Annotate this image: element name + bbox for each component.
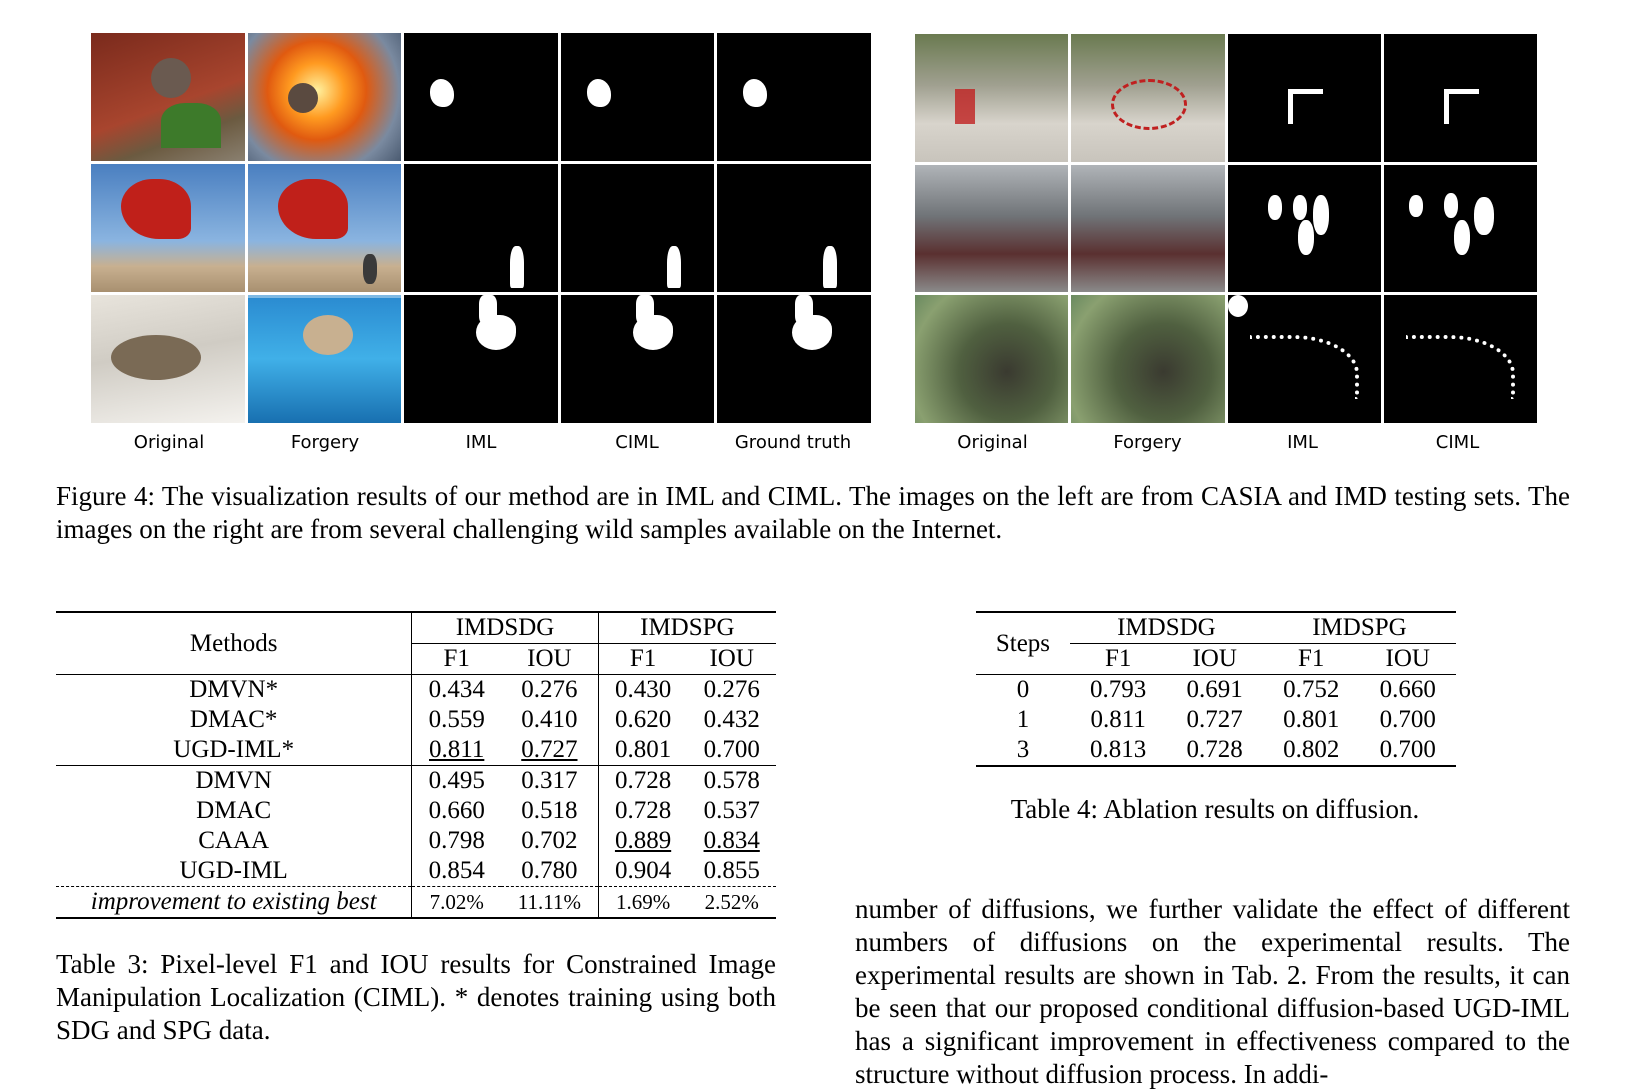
table-row xyxy=(56,675,776,706)
header-imdsdg: IMDSDG xyxy=(412,612,598,644)
cell: 0.700 xyxy=(1379,706,1436,733)
mask-ground-truth-row2 xyxy=(717,164,871,292)
image-forgery-explosion xyxy=(248,33,402,161)
method-name: DMVN* xyxy=(189,676,279,703)
header-steps: Steps xyxy=(976,612,1070,675)
mask-ground-truth-row3 xyxy=(717,295,871,423)
label-left-ground-truth: Ground truth xyxy=(734,432,852,453)
cell: 7.02% xyxy=(412,887,501,919)
label-right-iml: IML xyxy=(1287,432,1318,453)
cell: 0.317 xyxy=(521,767,578,794)
cell: 0.537 xyxy=(703,797,760,824)
header-imdspg: IMDSPG xyxy=(598,612,776,644)
header-iou: IOU xyxy=(1166,644,1263,675)
image-forgery-leaf xyxy=(1071,295,1224,423)
label-left-ciml: CIML xyxy=(615,432,659,453)
cell: 0.620 xyxy=(598,705,687,735)
header-imdspg: IMDSPG xyxy=(1312,614,1407,641)
cell: 0.430 xyxy=(598,675,687,706)
table-row xyxy=(56,856,776,887)
header-f1: F1 xyxy=(598,644,687,675)
cell: 0.728 xyxy=(598,796,687,826)
cell: 0.432 xyxy=(703,706,760,733)
cell: 0.728 xyxy=(598,766,687,797)
cell: 0.727 xyxy=(1186,706,1243,733)
cell: 0.801 xyxy=(1283,706,1340,733)
table-4 xyxy=(976,611,1456,767)
header-f1: F1 xyxy=(1263,644,1360,675)
cell: 0.855 xyxy=(703,857,760,884)
cell: 0.691 xyxy=(1186,676,1243,703)
image-original-kite xyxy=(91,164,245,292)
image-forgery-kite xyxy=(248,164,402,292)
mask-ciml-group xyxy=(1384,165,1537,293)
image-original-wall xyxy=(915,34,1068,162)
mask-ciml-row3 xyxy=(561,295,715,423)
cell: 0.854 xyxy=(412,856,501,887)
table-3-caption: Table 3: Pixel-level F1 and IOU results for Constrained Image Manipulation Localization (CIML). * denotes training using both SDG and SPG data. xyxy=(56,949,776,1045)
cell: 11.11% xyxy=(517,889,581,914)
cell: 0.801 xyxy=(598,735,687,766)
table-row xyxy=(976,705,1456,735)
header-methods: Methods xyxy=(56,612,412,675)
table-row xyxy=(56,705,776,735)
mask-iml-leaf xyxy=(1228,295,1381,423)
mask-iml-wall xyxy=(1228,34,1381,162)
cell: 0.904 xyxy=(598,856,687,887)
image-original-cat xyxy=(91,295,245,423)
image-forgery-pool xyxy=(248,295,402,423)
cell: 0.811 xyxy=(412,735,501,766)
method-name: UGD-IML* xyxy=(173,736,295,763)
cell: 0.660 xyxy=(1379,676,1436,703)
cell: 0.834 xyxy=(703,827,760,854)
cell: 0.889 xyxy=(598,826,687,856)
cell: 0.702 xyxy=(521,827,578,854)
step: 0 xyxy=(1016,676,1030,703)
header-iou: IOU xyxy=(1359,644,1456,675)
cell: 0.276 xyxy=(703,676,760,703)
cell: 0.495 xyxy=(412,766,501,797)
cell: 0.802 xyxy=(1283,736,1340,763)
image-forgery-group xyxy=(1071,165,1224,293)
mask-iml-row1 xyxy=(404,33,558,161)
header-iou: IOU xyxy=(687,644,776,675)
cell: 0.276 xyxy=(521,676,578,703)
label-right-original: Original xyxy=(957,432,1028,453)
improvement-label: improvement to existing best xyxy=(90,888,377,915)
header-iou: IOU xyxy=(501,644,598,675)
cell: 0.813 xyxy=(1090,736,1147,763)
cell: 0.578 xyxy=(703,767,760,794)
table-4-caption: Table 4: Ablation results on diffusion. xyxy=(1010,794,1420,824)
header-f1: F1 xyxy=(412,644,501,675)
label-right-ciml: CIML xyxy=(1435,432,1480,453)
cell: 0.434 xyxy=(412,675,501,706)
cell: 0.559 xyxy=(412,705,501,735)
label-left-forgery: Forgery xyxy=(290,432,360,453)
image-original-leaf xyxy=(915,295,1068,423)
cell: 0.728 xyxy=(1186,736,1243,763)
cell: 2.52% xyxy=(704,889,759,914)
label-left-iml: IML xyxy=(465,432,497,453)
cell: 0.518 xyxy=(521,797,578,824)
improvement-row xyxy=(56,887,776,919)
table-row xyxy=(56,826,776,856)
step: 1 xyxy=(1016,706,1030,733)
mask-iml-row2 xyxy=(404,164,558,292)
table-3 xyxy=(56,611,776,919)
figure-right-grid xyxy=(915,34,1537,423)
step: 3 xyxy=(1016,736,1030,763)
image-original-group xyxy=(915,165,1068,293)
cell: 0.793 xyxy=(1090,676,1147,703)
cell: 0.811 xyxy=(1090,706,1146,733)
mask-iml-group xyxy=(1228,165,1381,293)
method-name: CAAA xyxy=(198,827,270,854)
cell: 0.700 xyxy=(1379,736,1436,763)
cell: 1.69% xyxy=(598,887,687,919)
table-row xyxy=(56,766,776,797)
label-right-forgery: Forgery xyxy=(1113,432,1182,453)
method-name: DMVN xyxy=(195,767,272,794)
header-imdsdg: IMDSDG xyxy=(1117,614,1216,641)
table-row xyxy=(56,735,776,766)
cell: 0.780 xyxy=(521,857,578,884)
mask-ciml-row1 xyxy=(561,33,715,161)
mask-ciml-wall xyxy=(1384,34,1537,162)
mask-iml-row3 xyxy=(404,295,558,423)
cell: 0.798 xyxy=(412,826,501,856)
body-paragraph: number of diffusions, we further validate the effect of different numbers of diffusions on the experimental results. The experimental results are shown in Tab. 2. From the results, it can be seen that our proposed conditional diffusion-based UGD-IML has a significant improvement in effectiveness compared to the structure without diffusion process. In addi- xyxy=(855,894,1570,1089)
cell: 0.752 xyxy=(1283,676,1340,703)
cell: 0.700 xyxy=(703,736,760,763)
table-row xyxy=(976,675,1456,706)
method-name: DMAC xyxy=(196,797,272,824)
figure-left-grid xyxy=(91,33,871,423)
header-f1: F1 xyxy=(1070,644,1167,675)
figure-caption: Figure 4: The visualization results of our method are in IML and CIML. The images on the left are from CASIA and IMD testing sets. The images on the right are from several challenging wild samples available on the Internet. xyxy=(56,481,1570,544)
table-row xyxy=(976,735,1456,766)
image-original-mouse xyxy=(91,33,245,161)
mask-ground-truth-row1 xyxy=(717,33,871,161)
method-name: DMAC* xyxy=(189,706,278,733)
cell: 0.727 xyxy=(521,736,578,763)
table-row xyxy=(56,796,776,826)
method-name: UGD-IML xyxy=(179,857,288,884)
cell: 0.410 xyxy=(521,706,578,733)
cell: 0.660 xyxy=(412,796,501,826)
label-left-original: Original xyxy=(133,432,205,453)
image-forgery-wall xyxy=(1071,34,1224,162)
mask-ciml-leaf xyxy=(1384,295,1537,423)
mask-ciml-row2 xyxy=(561,164,715,292)
